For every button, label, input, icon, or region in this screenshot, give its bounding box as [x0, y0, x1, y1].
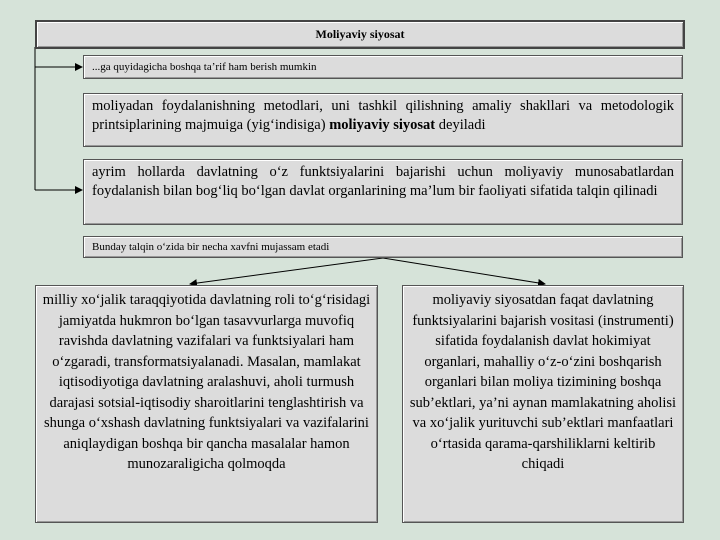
- arrow-to-right-box: [383, 258, 545, 284]
- arrow-to-left-box: [190, 258, 383, 284]
- interpretation-box: ayrim hollarda davlatning o‘z funktsiyalarini bajarishi uchun moliyaviy munosabatlardan foydalanish bilan bog‘liq bo‘lgan davlat organlarining ma’lum bir faoliyati sifatida talqin qilinadi: [83, 159, 683, 225]
- diagram-title: Moliyaviy siyosat: [35, 20, 685, 49]
- risk-box-right: moliyaviy siyosatdan faqat davlatning funktsiyalarini bajarish vositasi (instrumenti) sifatida foydalanish davlat hokimiyat organlari, mahalliy o‘z-o‘zini boshqarish organlari bilan moliya tizimining boshqa sub’ektlari, ya’ni aynan mamlakatning aholisi va xo‘jalik yurituvchi sub’ektlari manfaatlari o‘rtasida qarama-qarshiliklarni keltirib chiqadi: [402, 285, 684, 523]
- risk-box-left: milliy xo‘jalik taraqqiyotida davlatning roli to‘g‘risidagi jamiyatda hukmron bo‘lgan tasavvurlarga muvofiq ravishda davlatning vazifalari va funktsiyalari ham o‘zgaradi, transformatsiyalanadi. Masalan, mamlakat iqtisodiyotiga davlatning aralashuvi, aholi turmush darajasi sotsial-iqtisodiy sharoitlarini tenglashtirish va shunga o‘xshash davlatning funktsiyalari va vazifalarini aniqlaydigan boshqa bir qancha masalalar hamon munozaraligicha qolmoqda: [35, 285, 378, 523]
- definition-intro-box: ...ga quyidagicha boshqa ta’rif ham berish mumkin: [83, 55, 683, 79]
- definition-term: moliyaviy siyosat: [329, 117, 436, 133]
- risk-intro-box: Bunday talqin o‘zida bir necha xavfni mujassam etadi: [83, 236, 683, 258]
- definition-text: moliyadan foydalanishning metodlari, uni tashkil qilishning amaliy shakllari va metodologik printsiplarining majmuiga (yig‘indisiga): [92, 98, 674, 133]
- definition-box: [83, 93, 683, 147]
- definition-ending: deyiladi: [435, 117, 486, 133]
